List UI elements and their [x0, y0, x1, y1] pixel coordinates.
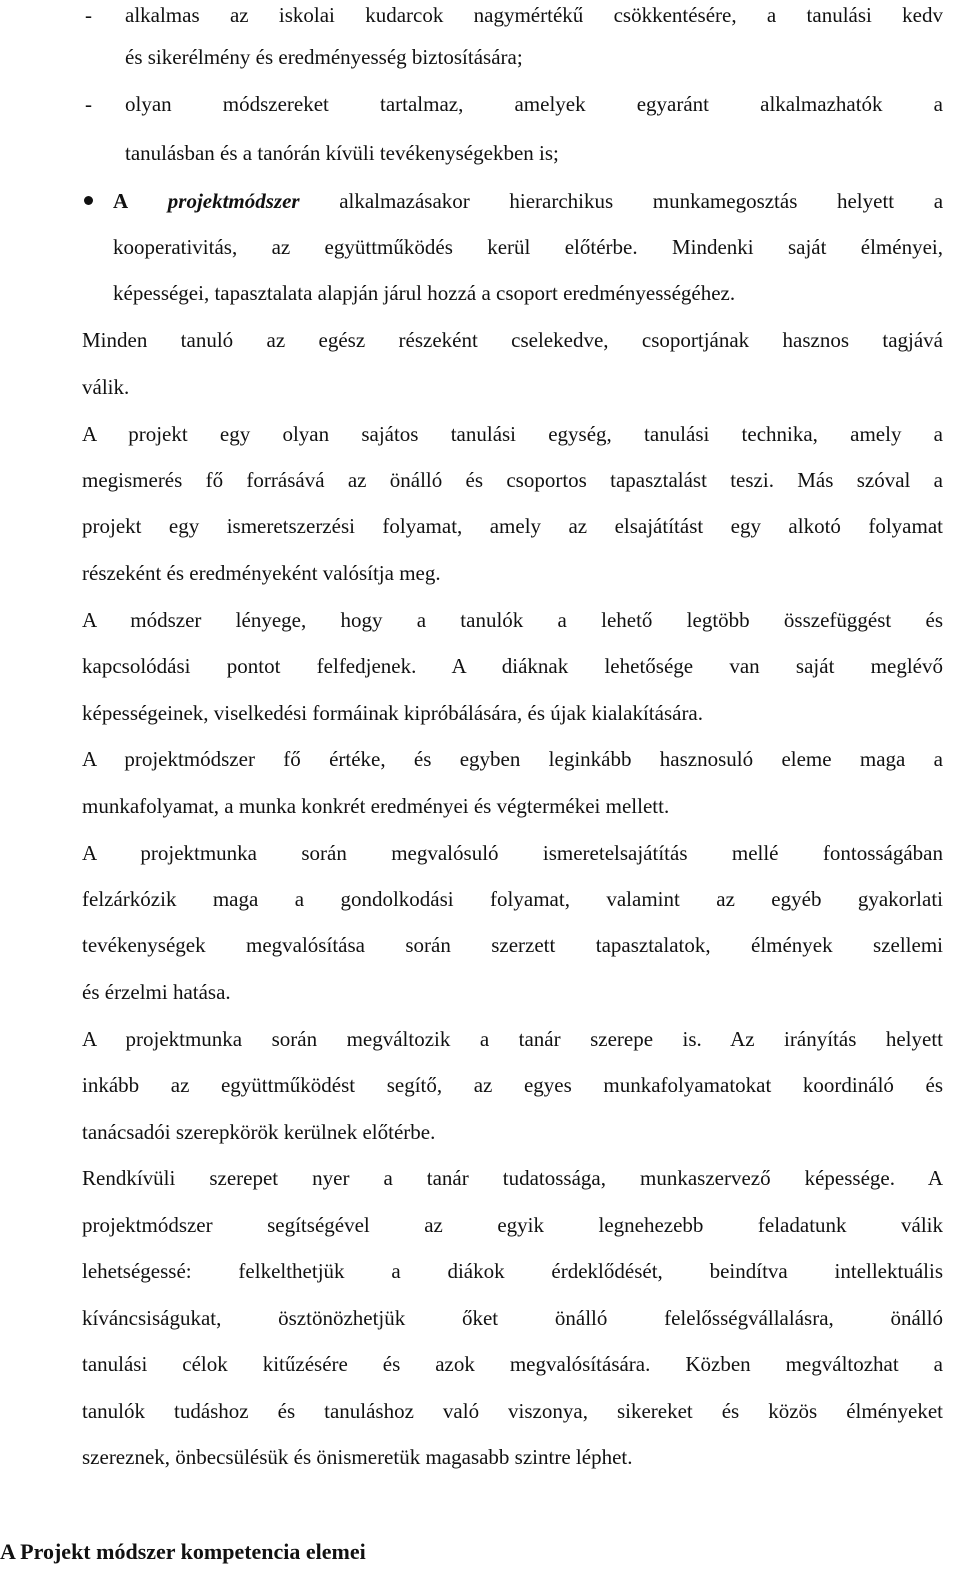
paragraph-7-line-7: szereznek, önbecsülésük és önismeretük magasabb szintre léphet.: [82, 1445, 633, 1469]
bullet-lead-term: projektmódszer: [167, 189, 300, 213]
list-item-1-line-2: és sikerélmény és eredményesség biztosítására;: [125, 45, 523, 69]
paragraph-4-line-1: A projektmódszer fő értéke, és egyben leginkább hasznosuló eleme maga a: [82, 747, 943, 771]
bullet-paragraph-line-2: kooperativitás, az együttműködés kerül előtérbe. Mindenki saját élményei,: [113, 235, 943, 259]
paragraph-3-line-2: kapcsolódási pontot felfedjenek. A diáknak lehetősége van saját meglévő: [82, 654, 943, 678]
paragraph-3-line-1: A módszer lényege, hogy a tanulók a lehető legtöbb összefüggést és: [82, 608, 943, 632]
list-item-1-line-1: alkalmas az iskolai kudarcok nagymértékű csökkentésére, a tanulási kedv: [125, 3, 943, 27]
bullet-lead-letter: A: [113, 189, 129, 213]
paragraph-7-line-6: tanulók tudáshoz és tanuláshoz való viszonya, sikereket és közös élményeket: [82, 1399, 943, 1423]
paragraph-6-line-1: A projektmunka során megváltozik a tanár szerepe is. Az irányítás helyett: [82, 1027, 943, 1051]
paragraph-2-line-2: megismerés fő forrásává az önálló és csoportos tapasztalást teszi. Más szóval a: [82, 468, 943, 492]
paragraph-7-line-1: Rendkívüli szerepet nyer a tanár tudatossága, munkaszervező képessége. A: [82, 1166, 943, 1190]
bullet-dot-icon: [84, 196, 93, 205]
paragraph-7-line-2: projektmódszer segítségével az egyik legnehezebb feladatunk válik: [82, 1213, 943, 1237]
paragraph-5-line-3: tevékenységek megvalósítása során szerzett tapasztalatok, élmények szellemi: [82, 933, 943, 957]
paragraph-2-line-3: projekt egy ismeretszerzési folyamat, amely az elsajátítást egy alkotó folyamat: [82, 514, 943, 538]
paragraph-5-line-2: felzárkózik maga a gondolkodási folyamat, valamint az egyéb gyakorlati: [82, 887, 943, 911]
list-item-2-line-2: tanulásban és a tanórán kívüli tevékenységekben is;: [125, 141, 559, 165]
paragraph-6-line-3: tanácsadói szerepkörök kerülnek előtérbe.: [82, 1120, 436, 1144]
paragraph-4-line-2: munkafolyamat, a munka konkrét eredményei és végtermékei mellett.: [82, 794, 670, 818]
paragraph-2-line-1: A projekt egy olyan sajátos tanulási egység, tanulási technika, amely a: [82, 422, 943, 446]
section-heading: A Projekt módszer kompetencia elemei: [0, 1539, 366, 1564]
paragraph-3-line-3: képességeinek, viselkedési formáinak kipróbálására, és újak kialakítására.: [82, 701, 704, 725]
bullet-line-1-rest: alkalmazásakor hierarchikus munkamegosztás helyett a: [339, 189, 944, 213]
list-dash-marker: -: [85, 92, 92, 116]
paragraph-7-line-4: kíváncsiságukat, ösztönözhetjük őket önálló felelősségvállalásra, önálló: [82, 1306, 943, 1330]
bullet-paragraph-line-1: [113, 188, 943, 214]
list-item-2-line-1: olyan módszereket tartalmaz, amelyek egyaránt alkalmazhatók a: [125, 92, 943, 116]
paragraph-5-line-4: és érzelmi hatása.: [82, 980, 231, 1004]
paragraph-7-line-3: lehetségessé: felkelthetjük a diákok érdeklődését, beindítva intellektuális: [82, 1259, 943, 1283]
list-dash-marker: -: [85, 3, 92, 27]
paragraph-6-line-2: inkább az együttműködést segítő, az egyes munkafolyamatokat koordináló és: [82, 1073, 943, 1097]
paragraph-7-line-5: tanulási célok kitűzésére és azok megvalósítására. Közben megváltozhat a: [82, 1352, 943, 1376]
bullet-paragraph-line-3: képességei, tapasztalata alapján járul hozzá a csoport eredményességéhez.: [113, 281, 736, 305]
paragraph-1-line-1: Minden tanuló az egész részeként cselekedve, csoportjának hasznos tagjává: [82, 328, 943, 352]
paragraph-1-line-2: válik.: [82, 375, 130, 399]
paragraph-2-line-4: részeként és eredményeként valósítja meg.: [82, 561, 441, 585]
paragraph-5-line-1: A projektmunka során megvalósuló ismeretelsajátítás mellé fontosságában: [82, 841, 943, 865]
